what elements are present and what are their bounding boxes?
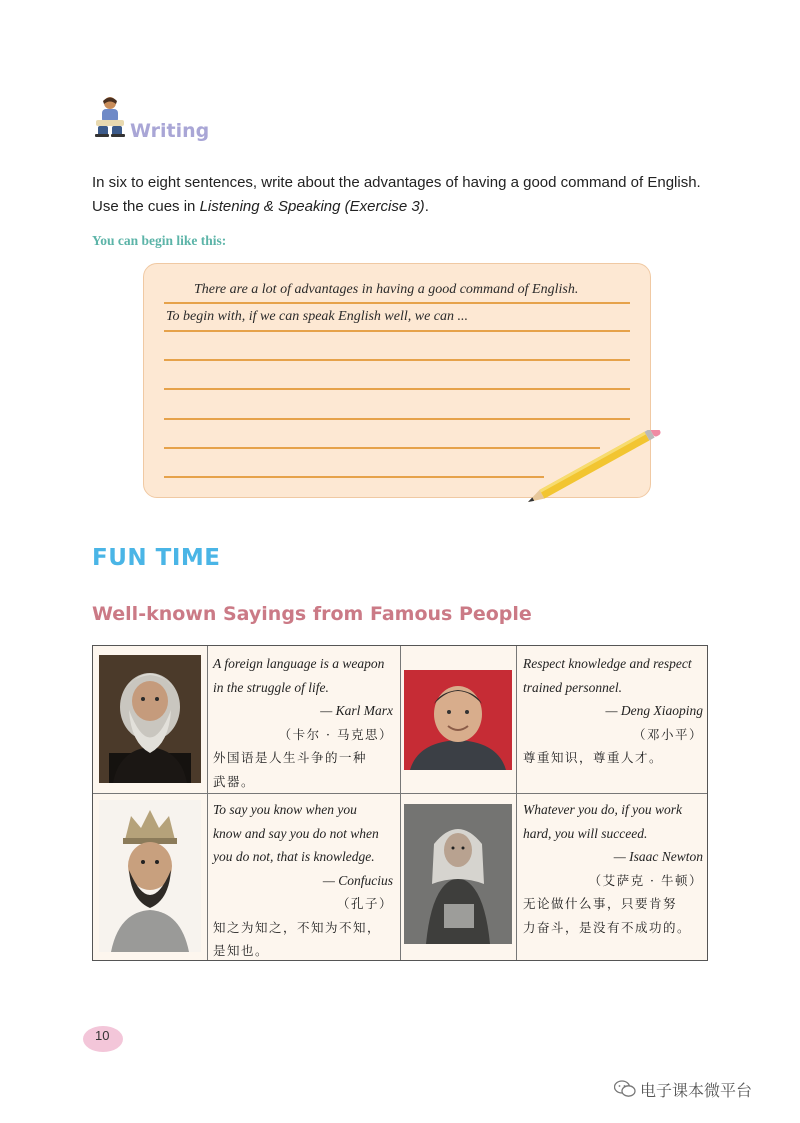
ruled-line bbox=[164, 302, 630, 304]
section-title-writing: Writing bbox=[130, 120, 210, 142]
author-name-chinese: （艾萨克 · 牛顿） bbox=[588, 872, 703, 888]
ruled-line bbox=[164, 359, 630, 361]
chinese-translation: 尊重知识，尊重人才。 bbox=[523, 750, 664, 765]
begin-prompt: You can begin like this: bbox=[92, 233, 227, 248]
pencil-icon bbox=[520, 430, 670, 510]
chinese-translation: 知之为知之，不知为不知， bbox=[213, 919, 382, 935]
writing-sample-line-1: There are a lot of advantages in having a good command of English. bbox=[194, 282, 579, 297]
writing-sample-line-2: To begin with, if we can speak English well, we can ... bbox=[166, 309, 469, 324]
quote-line: Whatever you do, if you work bbox=[523, 802, 682, 817]
quote-line: hard, you will succeed. bbox=[523, 825, 648, 841]
ruled-line bbox=[164, 418, 630, 420]
ruled-line bbox=[164, 330, 630, 332]
portrait-isaac-newton bbox=[404, 804, 512, 944]
author-name: — Isaac Newton bbox=[613, 849, 703, 864]
page-number: 10 bbox=[95, 1028, 110, 1043]
fun-time-title: FUN TIME bbox=[92, 545, 221, 571]
instructions-reference: Listening & Speaking (Exercise 3) bbox=[199, 198, 425, 215]
quote-line: know and say you do not when bbox=[213, 825, 379, 841]
quote-line: you do not, that is knowledge. bbox=[213, 849, 375, 864]
portrait-confucius bbox=[99, 800, 201, 952]
portrait-karl-marx bbox=[99, 655, 201, 783]
saying-marx bbox=[213, 652, 393, 793]
author-name: — Deng Xiaoping bbox=[605, 703, 703, 718]
sayings-title: Well-known Sayings from Famous People bbox=[92, 603, 532, 625]
portrait-deng-xiaoping bbox=[404, 670, 512, 770]
instructions-prefix: Use the cues in bbox=[92, 198, 200, 215]
table-divider bbox=[400, 646, 401, 960]
quote-line: trained personnel. bbox=[523, 679, 622, 695]
instructions-line-2 bbox=[92, 198, 429, 215]
author-name-chinese: （邓小平） bbox=[632, 726, 703, 742]
table-divider bbox=[516, 646, 517, 960]
chinese-translation: 无论做什么事，只要肯努 bbox=[523, 896, 678, 911]
author-name-chinese: （卡尔 · 马克思） bbox=[278, 726, 393, 742]
table-divider bbox=[207, 646, 208, 960]
table-divider bbox=[93, 793, 707, 794]
saying-newton bbox=[523, 798, 703, 939]
saying-deng bbox=[523, 652, 703, 770]
chinese-translation: 是知也。 bbox=[213, 943, 270, 958]
author-name: — Confucius bbox=[322, 872, 393, 888]
ruled-line bbox=[164, 476, 544, 478]
chinese-translation: 外国语是人生斗争的一种 bbox=[213, 750, 368, 765]
instructions-suffix: . bbox=[424, 198, 429, 215]
chinese-translation: 力奋斗，是没有不成功的。 bbox=[523, 919, 692, 935]
wechat-icon bbox=[614, 1080, 636, 1098]
quote-line: in the struggle of life. bbox=[213, 679, 329, 695]
quote-line: Respect knowledge and respect bbox=[523, 656, 692, 671]
saying-confucius bbox=[213, 798, 393, 963]
quote-line: To say you know when you bbox=[213, 802, 357, 817]
quote-line: A foreign language is a weapon bbox=[213, 656, 385, 671]
sayings-table bbox=[92, 645, 708, 961]
watermark-text: 电子课本微平台 bbox=[640, 1081, 753, 1100]
author-name-chinese: （孔子） bbox=[336, 896, 393, 911]
instructions-line-1: In six to eight sentences, write about the advantages of having a good command of English. bbox=[92, 174, 701, 191]
chinese-translation: 武器。 bbox=[213, 773, 256, 789]
author-name: — Karl Marx bbox=[320, 703, 393, 718]
ruled-line bbox=[164, 388, 630, 390]
student-writing-icon bbox=[92, 96, 128, 138]
